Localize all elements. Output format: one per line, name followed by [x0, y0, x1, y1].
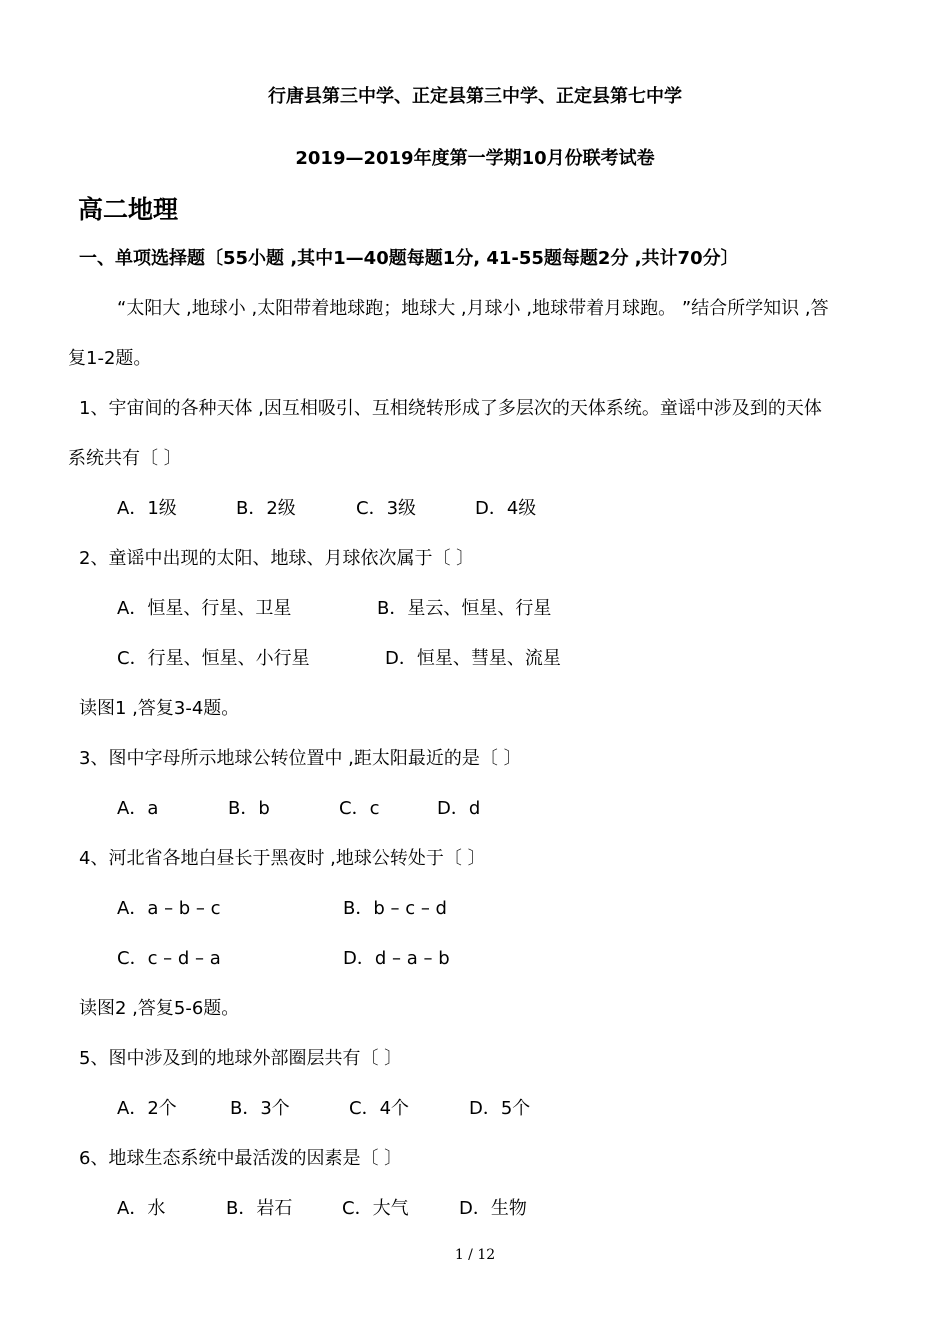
- question-5-stem: 5、图中涉及到的地球外部圈层共有〔 〕: [79, 1048, 403, 1069]
- question-5-option-a: A．2个: [117, 1098, 177, 1119]
- question-1-option-b: B．2级: [236, 498, 296, 519]
- question-4-stem: 4、河北省各地白昼长于黑夜时 ,地球公转处于〔 〕: [79, 848, 486, 869]
- question-1-option-a: A．1级: [117, 498, 177, 519]
- question-1-line-2: 系统共有〔 〕: [68, 448, 182, 469]
- question-2-option-c: C．行星、恒星、小行星: [117, 648, 310, 669]
- read-figure-1: 读图1 ,答复3-4题。: [79, 698, 240, 719]
- question-6-option-b: B．岩石: [226, 1198, 293, 1219]
- passage-line-2: 复1-2题。: [68, 348, 152, 369]
- school-names: 行唐县第三中学、正定县第三中学、正定县第七中学: [268, 86, 682, 107]
- passage-line-1: “太阳大 ,地球小 ,太阳带着地球跑；地球大 ,月球小 ,地球带着月球跑。 ”结合所学知识 ,答: [117, 298, 829, 319]
- question-1-option-c: C．3级: [356, 498, 417, 519]
- question-4-option-d: D．d – a – b: [343, 948, 450, 969]
- question-1-option-d: D．4级: [475, 498, 537, 519]
- question-4-option-a: A．a – b – c: [117, 898, 221, 919]
- question-2-option-d: D．恒星、彗星、流星: [385, 648, 561, 669]
- question-5-option-c: C．4个: [349, 1098, 410, 1119]
- question-3-option-a: A．a: [117, 798, 159, 819]
- question-2-option-a: A．恒星、行星、卫星: [117, 598, 292, 619]
- subject-title: 高二地理: [78, 195, 179, 224]
- question-3-option-d: D．d: [437, 798, 481, 819]
- page-number: 1 / 12: [454, 1247, 496, 1263]
- exam-title: 2019—2019年度第一学期10月份联考试卷: [295, 148, 655, 169]
- section-title: 一、单项选择题〔55小题 ,其中1—40题每题1分, 41-55题每题2分 ,共计70分〕: [79, 248, 739, 269]
- question-5-option-d: D．5个: [469, 1098, 531, 1119]
- question-4-option-b: B．b – c – d: [343, 898, 447, 919]
- read-figure-2: 读图2 ,答复5-6题。: [79, 998, 240, 1019]
- question-4-option-c: C．c – d – a: [117, 948, 221, 969]
- question-3-option-b: B．b: [228, 798, 270, 819]
- question-1-line-1: 1、宇宙间的各种天体 ,因互相吸引、互相绕转形成了多层次的天体系统。童谣中涉及到的天体: [79, 398, 822, 419]
- question-3-stem: 3、图中字母所示地球公转位置中 ,距太阳最近的是〔 〕: [79, 748, 522, 769]
- question-2-option-b: B．星云、恒星、行星: [377, 598, 552, 619]
- question-3-option-c: C．c: [339, 798, 380, 819]
- question-6-option-a: A．水: [117, 1198, 166, 1219]
- question-5-option-b: B．3个: [230, 1098, 290, 1119]
- question-6-option-d: D．生物: [459, 1198, 527, 1219]
- question-2-stem: 2、童谣中出现的太阳、地球、月球依次属于〔 〕: [79, 548, 475, 569]
- question-6-stem: 6、地球生态系统中最活泼的因素是〔 〕: [79, 1148, 403, 1169]
- question-6-option-c: C．大气: [342, 1198, 409, 1219]
